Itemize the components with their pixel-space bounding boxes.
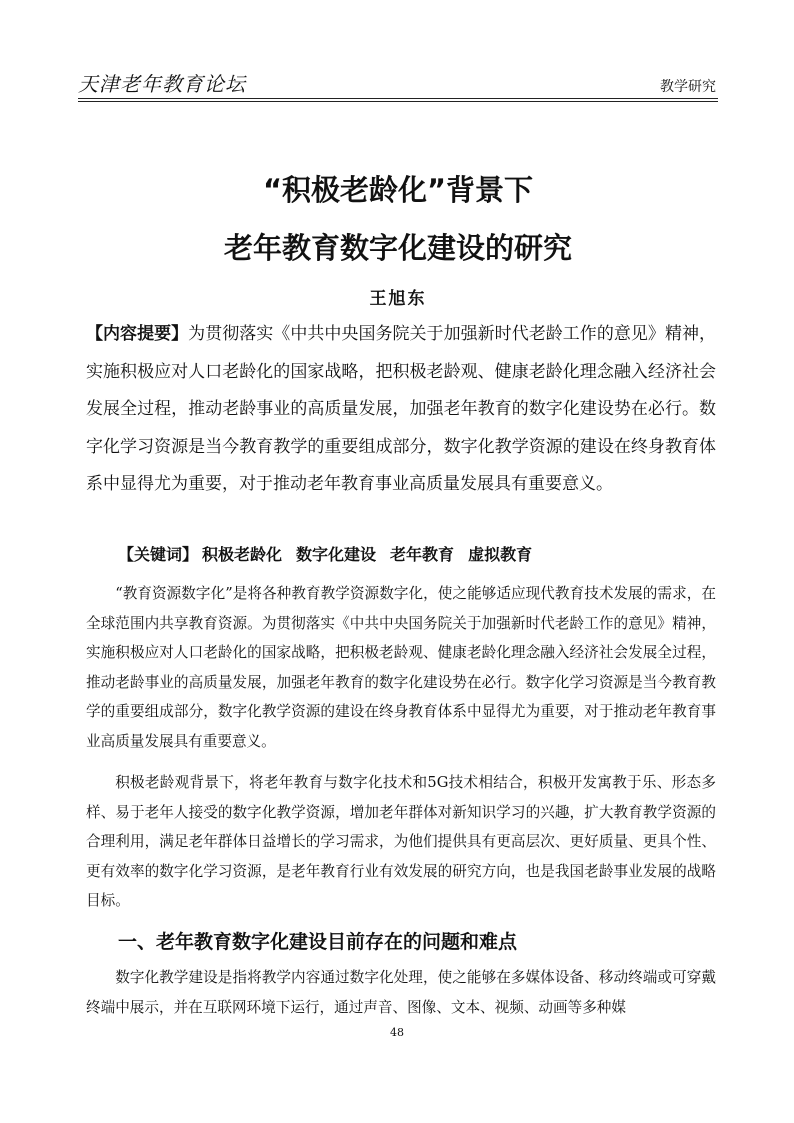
keyword: 积极老龄化 [202, 545, 283, 564]
abstract [86, 316, 716, 504]
journal-name: 天津老年教育论坛 [78, 72, 246, 96]
body-paragraph: 数字化教学建设是指将教学内容通过数字化处理，使之能够在多媒体设备、移动终端或可穿戴终端中展示，并在互联网环境下运行，通过声音、图像、文本、视频、动画等多种媒 [86, 969, 716, 1016]
article-title-line1: “积极老龄化”背景下 [262, 173, 534, 207]
section-label: 教学研究 [660, 79, 716, 95]
running-header [78, 66, 718, 99]
keyword: 数字化建设 [296, 545, 377, 564]
section-heading: 一、老年教育数字化建设目前存在的问题和难点 [118, 931, 518, 953]
keyword: 虚拟教育 [468, 545, 533, 564]
page-number: 48 [390, 1026, 404, 1039]
body-paragraph: “教育资源数字化”是将各种教育教学资源数字化，使之能够适应现代教育技术发展的需求，在全球范围内共享教育资源。为贯彻落实《中共中央国务院关于加强新时代老龄工作的意见》精神，实施积极应对人口老龄化的国家战略，把积极老龄观、健康老龄化理念融入经济社会发展全过程，推动老龄事业的高质量发展，加强老年教育的数字化建设势在必行。数字化学习资源是当今教育教学的重要组成部分，数字化教学资源的建设在终身教育体系中显得尤为重要，对于推动老年教育事业高质量发展具有重要意义。 [86, 585, 716, 750]
body-paragraph: 积极老龄观背景下，将老年教育与数字化技术和5G技术相结合，积极开发寓教于乐、形态多样、易于老年人接受的数字化教学资源，增加老年群体对新知识学习的兴趣，扩大教育教学资源的合理利用，满足老年群体日益增长的学习需求，为他们提供具有更高层次、更好质量、更具个性、更有效率的数字化学习资源，是老年教育行业有效发展的研究方向，也是我国老龄事业发展的战略目标。 [86, 774, 716, 909]
keyword: 老年教育 [390, 545, 455, 564]
abstract-label: 【内容提要】 [86, 324, 189, 344]
keywords-label: 【关键词】 [118, 545, 199, 564]
article-title-line2: 老年教育数字化建设的研究 [223, 231, 572, 265]
abstract-text: 为贯彻落实《中共中央国务院关于加强新时代老龄工作的意见》精神，实施积极应对人口老龄化的国家战略，把积极老龄观、健康老龄化理念融入经济社会发展全过程，推动老龄事业的高质量发展，加强老年教育的数字化建设势在必行。数字化学习资源是当今教育教学的重要组成部分，数字化教学资源的建设在终身教育体系中显得尤为重要，对于推动老年教育事业高质量发展具有重要意义。 [86, 324, 717, 494]
keywords [118, 542, 532, 565]
article-author: 王旭东 [369, 289, 427, 309]
